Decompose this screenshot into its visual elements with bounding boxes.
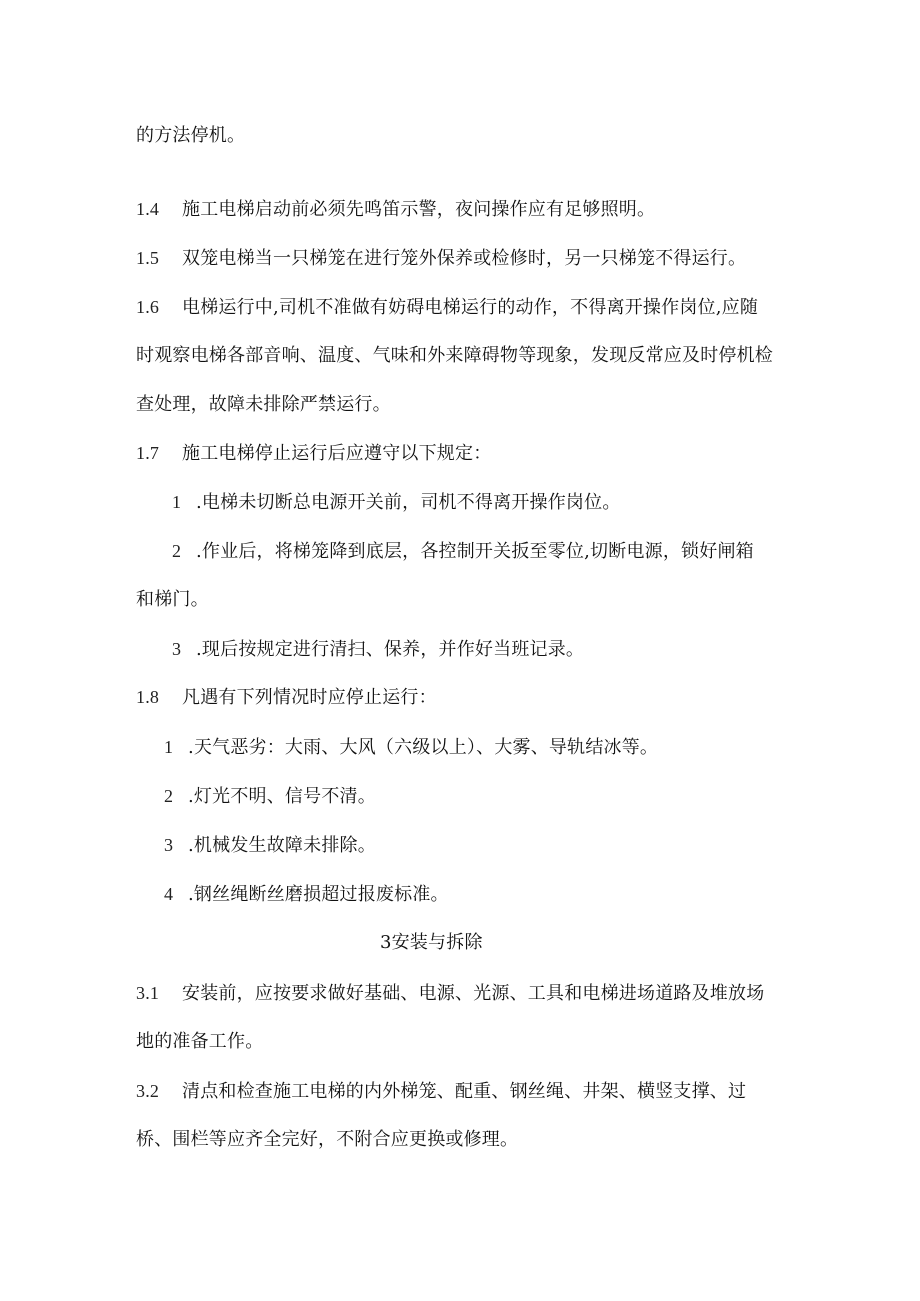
clause-text: 双笼电梯当一只梯笼在进行笼外保养或检修时，另一只梯笼不得运行。 xyxy=(182,248,747,269)
item-text: .电梯未切断总电源开关前，司机不得离开操作岗位。 xyxy=(196,492,621,513)
clause-1-6 xyxy=(136,295,758,320)
paragraph-line xyxy=(136,1128,518,1152)
clause-number: 1.7 xyxy=(136,443,160,463)
list-item xyxy=(164,735,658,760)
line-text: 地的准备工作。 xyxy=(136,1031,264,1052)
item-text: .现后按规定进行清扫、保养，并作好当班记录。 xyxy=(196,639,585,660)
clause-text: 电梯运行中,司机不准做有妨碍电梯运行的动作，不得离开操作岗位,应随 xyxy=(182,297,759,318)
item-text: .钢丝绳断丝磨损超过报废标准。 xyxy=(188,884,449,905)
section-heading xyxy=(380,931,483,955)
item-number: 2 xyxy=(172,541,182,561)
item-number: 3 xyxy=(164,835,174,855)
paragraph-line xyxy=(136,124,245,148)
clause-3-2 xyxy=(136,1079,746,1104)
heading-text: 3安装与拆除 xyxy=(380,932,483,953)
line-text: 和梯门。 xyxy=(136,589,209,610)
clause-3-1 xyxy=(136,981,764,1006)
list-item xyxy=(164,833,376,858)
item-number: 2 xyxy=(164,786,174,806)
paragraph-line xyxy=(136,393,391,417)
item-text: .机械发生故障未排除。 xyxy=(188,835,376,856)
item-number: 1 xyxy=(172,492,182,512)
clause-number: 3.2 xyxy=(136,1081,160,1101)
paragraph-line xyxy=(136,588,209,612)
list-item xyxy=(172,539,754,564)
clause-number: 1.4 xyxy=(136,199,160,219)
item-text: .灯光不明、信号不清。 xyxy=(188,786,376,807)
clause-text: 施工电梯启动前必须先鸣笛示警，夜问操作应有足够照明。 xyxy=(182,199,656,220)
clause-text: 施工电梯停止运行后应遵守以下规定： xyxy=(182,443,492,464)
clause-1-7 xyxy=(136,441,491,466)
line-text: 时观察电梯各部音响、温度、气味和外来障碍物等现象，发现反常应及时停机检 xyxy=(136,345,773,366)
clause-number: 1.8 xyxy=(136,687,160,707)
item-number: 3 xyxy=(172,639,182,659)
list-item xyxy=(172,490,621,515)
paragraph-line xyxy=(136,344,773,368)
item-number: 4 xyxy=(164,884,174,904)
list-item xyxy=(164,784,376,809)
item-text: .作业后，将梯笼降到底层，各控制开关扳至零位,切断电源，锁好闸箱 xyxy=(196,541,754,562)
list-item xyxy=(164,882,449,907)
item-text: .天气恶劣：大雨、大风（六级以上）、大雾、导轨结冰等。 xyxy=(188,737,659,758)
line-text: 查处理，故障未排除严禁运行。 xyxy=(136,394,391,415)
clause-number: 3.1 xyxy=(136,983,160,1003)
item-number: 1 xyxy=(164,737,174,757)
line-text: 的方法停机。 xyxy=(136,125,246,146)
line-text: 桥、围栏等应齐全完好，不附合应更换或修理。 xyxy=(136,1129,519,1150)
clause-1-4 xyxy=(136,197,655,222)
list-item xyxy=(172,637,584,662)
clause-text: 安装前，应按要求做好基础、电源、光源、工具和电梯进场道路及堆放场 xyxy=(182,983,765,1004)
clause-number: 1.6 xyxy=(136,297,160,317)
clause-1-5 xyxy=(136,246,746,271)
clause-text: 清点和检查施工电梯的内外梯笼、配重、钢丝绳、井架、横竖支撑、过 xyxy=(182,1081,747,1102)
clause-text: 凡遇有下列情况时应停止运行： xyxy=(182,687,437,708)
paragraph-line xyxy=(136,1030,263,1054)
clause-1-8 xyxy=(136,685,437,710)
clause-number: 1.5 xyxy=(136,248,160,268)
